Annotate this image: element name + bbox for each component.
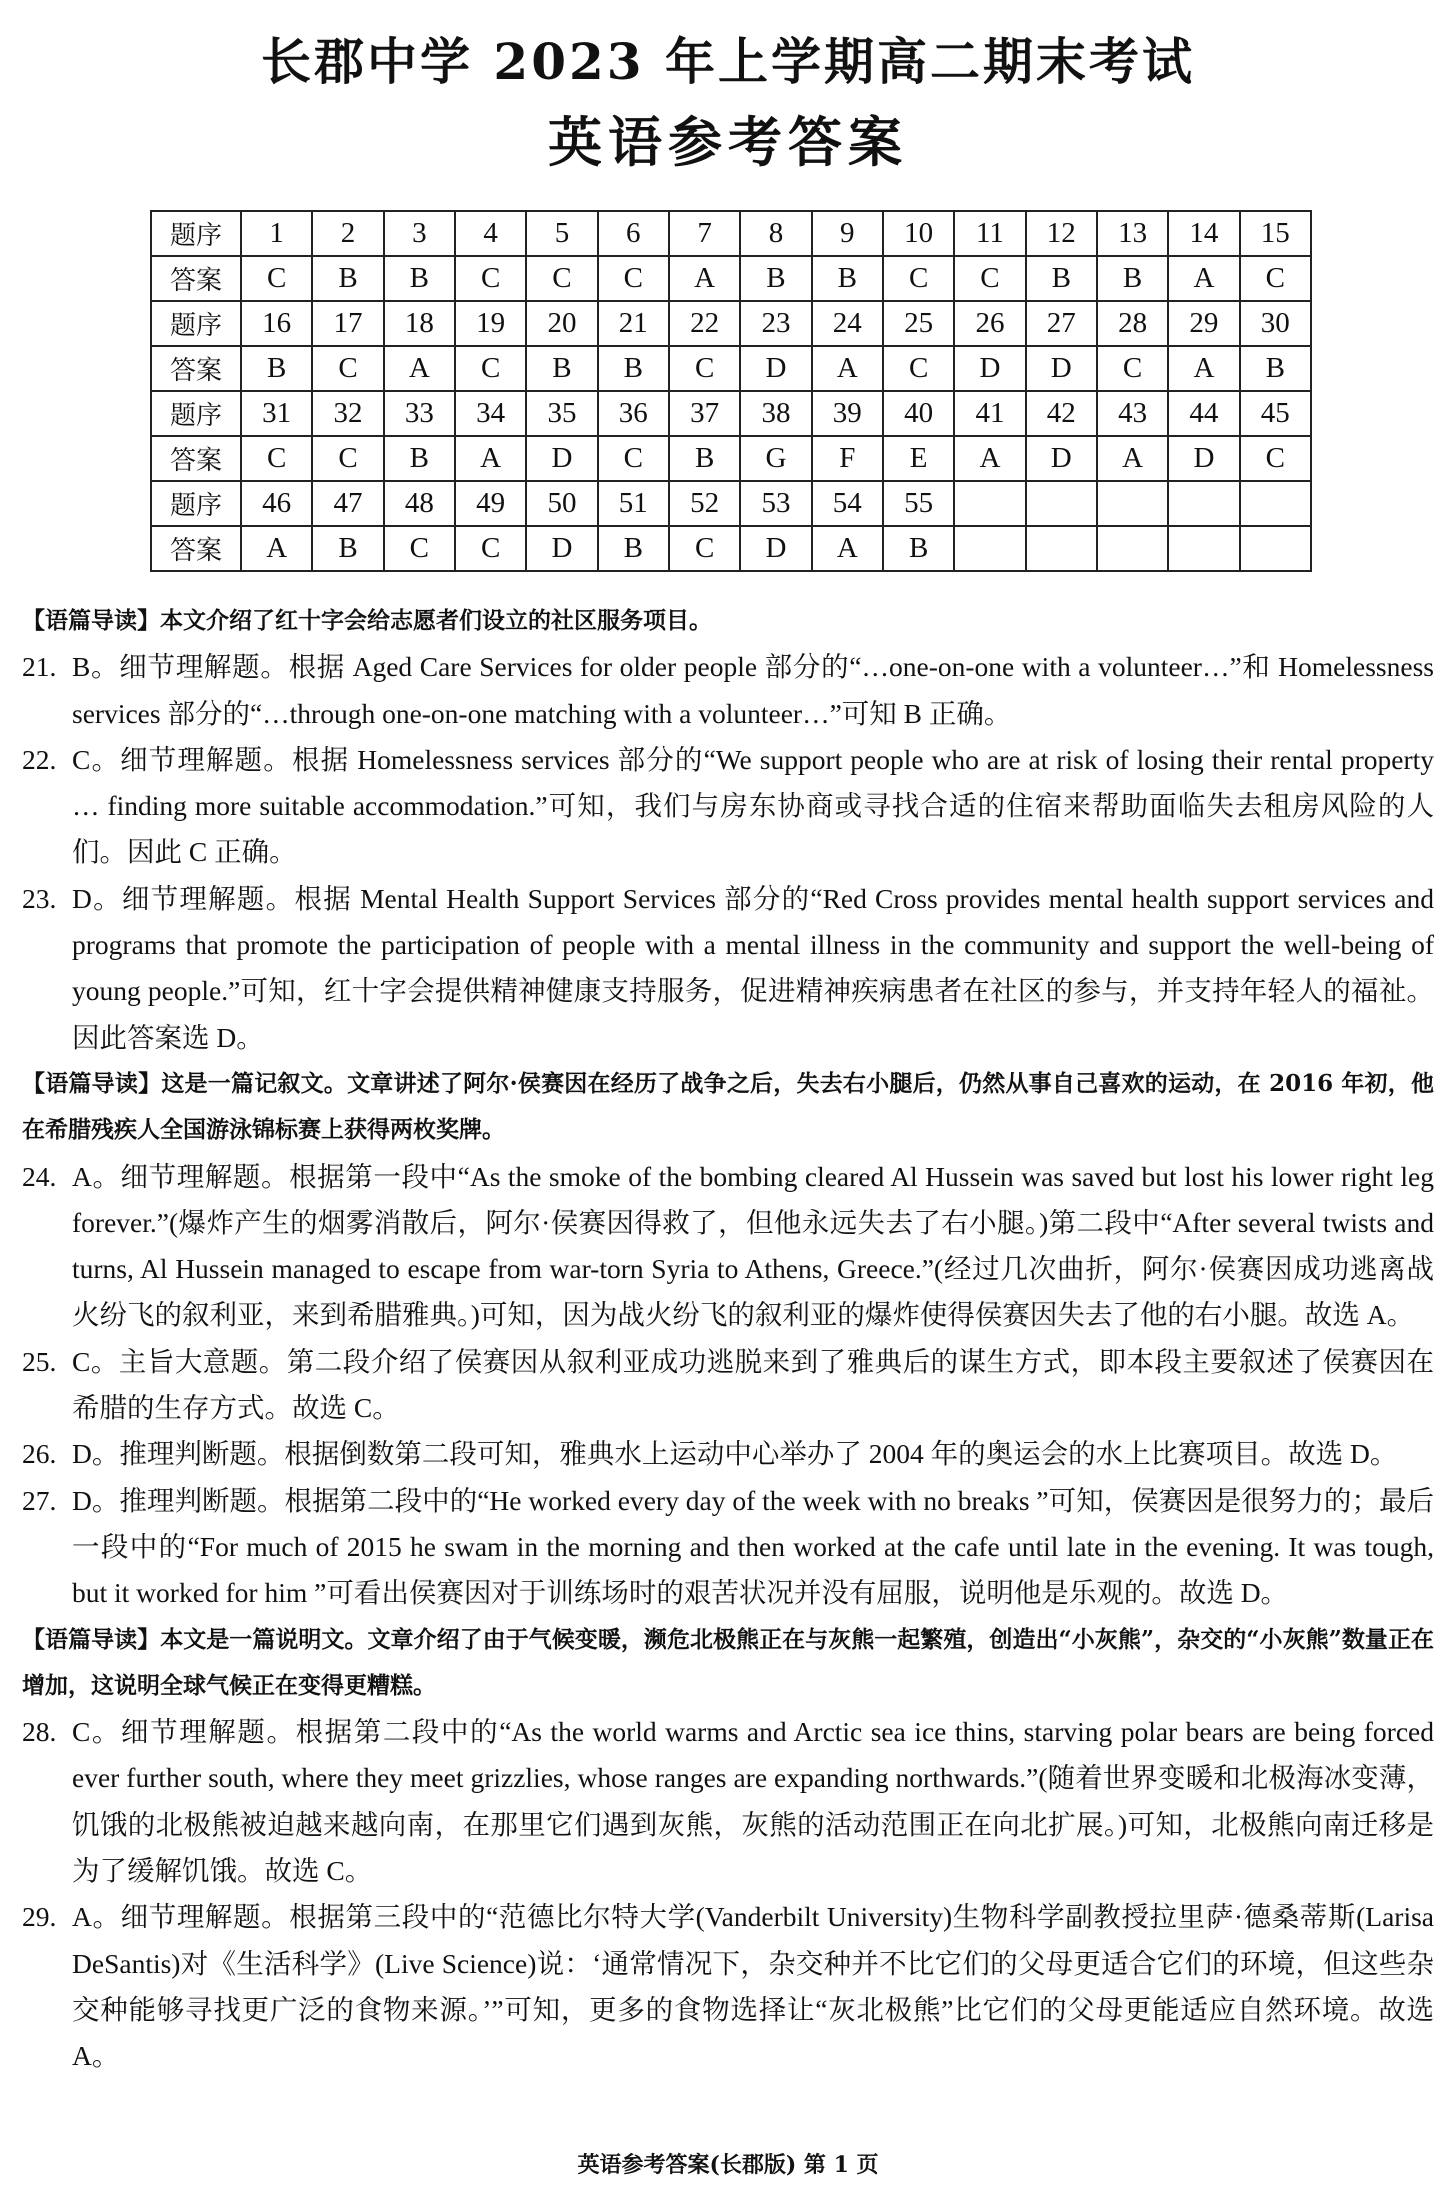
table-cell: B (1240, 346, 1311, 391)
table-cell: C (1240, 436, 1311, 481)
table-cell: 6 (598, 211, 669, 256)
table-cell: 8 (740, 211, 811, 256)
row-header: 答案 (151, 346, 241, 391)
guide-tag: 【语篇导读】 (22, 1625, 161, 1653)
table-cell: E (883, 436, 954, 481)
table-cell: 49 (455, 481, 526, 526)
explanation-text: D。推理判断题。根据倒数第二段可知，雅典水上运动中心举办了 2004 年的奥运会的水上比赛项目。故选 D。 (72, 1438, 1398, 1470)
table-cell: 24 (812, 301, 883, 346)
table-cell: F (812, 436, 883, 481)
table-cell: 51 (598, 481, 669, 526)
table-cell: 31 (241, 391, 312, 436)
table-cell: 9 (812, 211, 883, 256)
answer-explanation (22, 737, 1434, 876)
question-number: 24. (22, 1160, 57, 1192)
passage-guide (22, 598, 1434, 644)
table-cell: 52 (669, 481, 740, 526)
table-cell: 22 (669, 301, 740, 346)
table-cell: 4 (455, 211, 526, 256)
table-cell: B (312, 256, 383, 301)
table-cell: C (526, 256, 597, 301)
table-cell: 12 (1026, 211, 1097, 256)
table-cell: C (1097, 346, 1168, 391)
table-cell: 29 (1168, 301, 1239, 346)
question-number: 27. (22, 1484, 57, 1516)
table-cell: 42 (1026, 391, 1097, 436)
table-cell (1168, 481, 1239, 526)
table-cell: B (669, 436, 740, 481)
table-cell: 48 (384, 481, 455, 526)
table-row (151, 301, 1311, 346)
table-cell (1026, 481, 1097, 526)
answer-explanation (22, 644, 1434, 737)
table-cell: 16 (241, 301, 312, 346)
table-cell: B (384, 256, 455, 301)
explanation-text: A。细节理解题。根据第一段中“As the smoke of the bombing cleared Al Hussein was saved but lost his lower right leg forever.”(爆炸产生的烟雾消散后，阿尔·侯赛因得救了，但他永远失去了右小腿。)第二段中“After several twists and turns, Al Hussein managed to escape from war-torn Syria to Athens, Greece.”(经过几次曲折，阿尔·侯赛因成功逃离战火纷飞的叙利亚，来到希腊雅典。)可知，因为战火纷飞的叙利亚的爆炸使得侯赛因失去了他的右小腿。故选 A。 (72, 1160, 1434, 1331)
table-cell: A (954, 436, 1025, 481)
table-cell: 28 (1097, 301, 1168, 346)
table-cell: C (312, 436, 383, 481)
table-cell: 54 (812, 481, 883, 526)
table-cell: 53 (740, 481, 811, 526)
table-cell: A (241, 526, 312, 571)
table-cell: 18 (384, 301, 455, 346)
table-cell: B (1026, 256, 1097, 301)
answer-explanation (22, 1478, 1434, 1617)
table-row (151, 211, 1311, 256)
row-header: 答案 (151, 256, 241, 301)
table-cell: B (598, 346, 669, 391)
exam-title: 长郡中学 2023 年上学期高二期末考试 (261, 32, 1195, 91)
table-cell (1097, 481, 1168, 526)
question-number: 25. (22, 1345, 57, 1377)
table-cell: 14 (1168, 211, 1239, 256)
table-cell: C (1240, 256, 1311, 301)
table-row (151, 256, 1311, 301)
answer-explanation (22, 1894, 1434, 2079)
explanations (22, 598, 1434, 2080)
question-number: 29. (22, 1901, 57, 1933)
table-cell: 5 (526, 211, 597, 256)
table-cell (954, 526, 1025, 571)
answer-explanation (22, 1339, 1434, 1432)
table-cell: D (740, 526, 811, 571)
table-cell: A (1097, 436, 1168, 481)
question-number: 26. (22, 1438, 57, 1470)
row-header: 答案 (151, 526, 241, 571)
explanation-text: C。细节理解题。根据第二段中的“As the world warms and Arctic sea ice thins, starving polar bears are being forced ever further south, where they meet grizzlies, whose ranges are expanding northwards.”(随着世界变暖和北极海冰变薄，饥饿的北极熊被迫越来越向南，在那里它们遇到灰熊，灰熊的活动范围正在向北扩展。)可知，北极熊向南迁移是为了缓解饥饿。故选 C。 (72, 1716, 1434, 1887)
table-cell: 30 (1240, 301, 1311, 346)
question-number: 22. (22, 743, 57, 775)
table-cell: A (384, 346, 455, 391)
answer-explanation (22, 1154, 1434, 1339)
row-header: 答案 (151, 436, 241, 481)
table-cell: 44 (1168, 391, 1239, 436)
table-cell: G (740, 436, 811, 481)
answer-table (150, 210, 1312, 572)
exam-subtitle: 英语参考答案 (548, 110, 908, 174)
guide-tag: 【语篇导读】 (22, 607, 160, 634)
explanation-text: C。细节理解题。根据 Homelessness services 部分的“We support people who are at risk of losing their rental property … finding more suitable accommodation.”可知，我们与房东协商或寻找合适的住宿来帮助面临失去租房风险的人们。因此 C 正确。 (72, 743, 1434, 868)
table-cell: 33 (384, 391, 455, 436)
table-cell: 3 (384, 211, 455, 256)
passage-guide (22, 1061, 1434, 1154)
table-cell: C (669, 346, 740, 391)
guide-text: 本文介绍了红十字会给志愿者们设立的社区服务项目。 (160, 607, 712, 634)
table-cell: C (954, 256, 1025, 301)
explanation-text: C。主旨大意题。第二段介绍了侯赛因从叙利亚成功逃脱来到了雅典后的谋生方式，即本段主要叙述了侯赛因在希腊的生存方式。故选 C。 (72, 1345, 1434, 1424)
table-cell: 19 (455, 301, 526, 346)
question-number: 23. (22, 882, 57, 914)
table-cell: 27 (1026, 301, 1097, 346)
table-row (151, 481, 1311, 526)
table-cell: B (883, 526, 954, 571)
table-cell: 15 (1240, 211, 1311, 256)
table-cell: 45 (1240, 391, 1311, 436)
table-cell (1240, 526, 1311, 571)
table-cell: C (455, 526, 526, 571)
guide-tag: 【语篇导读】 (22, 1069, 162, 1097)
table-cell: 13 (1097, 211, 1168, 256)
table-cell: B (812, 256, 883, 301)
question-number: 28. (22, 1716, 57, 1748)
row-header: 题序 (151, 481, 241, 526)
table-cell: A (1168, 346, 1239, 391)
passage-guide (22, 1617, 1434, 1710)
table-cell: 32 (312, 391, 383, 436)
table-cell: D (1026, 436, 1097, 481)
table-cell: 1 (241, 211, 312, 256)
answer-explanation (22, 1709, 1434, 1894)
table-cell: B (598, 526, 669, 571)
table-cell: C (384, 526, 455, 571)
table-cell: 23 (740, 301, 811, 346)
table-cell: 43 (1097, 391, 1168, 436)
explanation-text: B。细节理解题。根据 Aged Care Services for older people 部分的“…one-on-one with a volunteer…”和 Homelessness services 部分的“…through one-on-one matching with a volunteer…”可知 B 正确。 (72, 651, 1434, 729)
table-cell (1097, 526, 1168, 571)
explanation-text: D。细节理解题。根据 Mental Health Support Services 部分的“Red Cross provides mental health support services and programs that promote the participation of people with a mental illness in the community and support the well-being of young people.”可知，红十字会提供精神健康支持服务，促进精神疾病患者在社区的参与，并支持年轻人的福祉。因此答案选 D。 (72, 882, 1434, 1053)
table-cell: B (384, 436, 455, 481)
table-row (151, 526, 1311, 571)
table-cell: 50 (526, 481, 597, 526)
table-cell: B (740, 256, 811, 301)
table-cell: A (812, 346, 883, 391)
table-cell: 41 (954, 391, 1025, 436)
table-cell: 38 (740, 391, 811, 436)
table-cell: 20 (526, 301, 597, 346)
table-cell: A (812, 526, 883, 571)
answer-explanation (22, 876, 1434, 1061)
table-cell: 36 (598, 391, 669, 436)
table-cell: C (598, 436, 669, 481)
table-cell: A (669, 256, 740, 301)
table-cell: D (954, 346, 1025, 391)
answer-explanation (22, 1431, 1434, 1477)
table-cell: 35 (526, 391, 597, 436)
row-header: 题序 (151, 211, 241, 256)
guide-text: 这是一篇记叙文。文章讲述了阿尔·侯赛因在经历了战争之后，失去右小腿后，仍然从事自己喜欢的运动，在 2016 年初，他在希腊残疾人全国游泳锦标赛上获得两枚奖牌。 (22, 1069, 1434, 1144)
table-cell: 37 (669, 391, 740, 436)
table-cell: 25 (883, 301, 954, 346)
question-number: 21. (22, 651, 57, 683)
table-cell: 17 (312, 301, 383, 346)
row-header: 题序 (151, 391, 241, 436)
table-cell (1240, 481, 1311, 526)
table-cell: 7 (669, 211, 740, 256)
table-cell: C (598, 256, 669, 301)
table-cell: 47 (312, 481, 383, 526)
table-cell: A (455, 436, 526, 481)
row-header: 题序 (151, 301, 241, 346)
table-cell: D (526, 526, 597, 571)
table-cell: 40 (883, 391, 954, 436)
table-cell: 26 (954, 301, 1025, 346)
table-cell: 10 (883, 211, 954, 256)
table-row (151, 391, 1311, 436)
table-cell: B (312, 526, 383, 571)
table-cell: A (1168, 256, 1239, 301)
table-cell: C (883, 346, 954, 391)
table-cell: C (669, 526, 740, 571)
table-cell: B (526, 346, 597, 391)
explanation-text: D。推理判断题。根据第二段中的“He worked every day of the week with no breaks ”可知，侯赛因是很努力的；最后一段中的“For much of 2015 he swam in the morning and then worked at the cafe until late in the evening. It was tough, but it worked for him ”可看出侯赛因对于训练场时的艰苦状况并没有屈服，说明他是乐观的。故选 D。 (72, 1484, 1434, 1609)
table-cell: 2 (312, 211, 383, 256)
table-cell: 55 (883, 481, 954, 526)
table-cell: D (740, 346, 811, 391)
table-cell: 46 (241, 481, 312, 526)
table-cell: D (526, 436, 597, 481)
table-cell: B (1097, 256, 1168, 301)
guide-text: 本文是一篇说明文。文章介绍了由于气候变暖，濒危北极熊正在与灰熊一起繁殖，创造出“小灰熊”，杂交的“小灰熊”数量正在增加，这说明全球气候正在变得更糟糕。 (22, 1625, 1434, 1699)
table-cell: C (241, 436, 312, 481)
table-row (151, 346, 1311, 391)
table-cell: D (1026, 346, 1097, 391)
table-cell: C (312, 346, 383, 391)
table-cell: C (455, 346, 526, 391)
table-cell: D (1168, 436, 1239, 481)
table-cell: C (455, 256, 526, 301)
table-cell: C (883, 256, 954, 301)
table-cell: 21 (598, 301, 669, 346)
explanation-text: A。细节理解题。根据第三段中的“范德比尔特大学(Vanderbilt University)生物科学副教授拉里萨·德桑蒂斯(Larisa DeSantis)对《生活科学》(Live Science)说：‘通常情况下，杂交种并不比它们的父母更适合它们的环境，但这些杂交种能够寻找更广泛的食物来源。’”可知，更多的食物选择让“灰北极熊”比它们的父母更能适应自然环境。故选 A。 (72, 1901, 1434, 2072)
page-footer: 英语参考答案(长郡版) 第 1 页 (577, 2152, 879, 2178)
table-row (151, 436, 1311, 481)
table-cell: B (241, 346, 312, 391)
table-cell (954, 481, 1025, 526)
table-cell: 39 (812, 391, 883, 436)
table-cell (1026, 526, 1097, 571)
table-cell: 34 (455, 391, 526, 436)
table-cell: 11 (954, 211, 1025, 256)
table-cell (1168, 526, 1239, 571)
table-cell: C (241, 256, 312, 301)
